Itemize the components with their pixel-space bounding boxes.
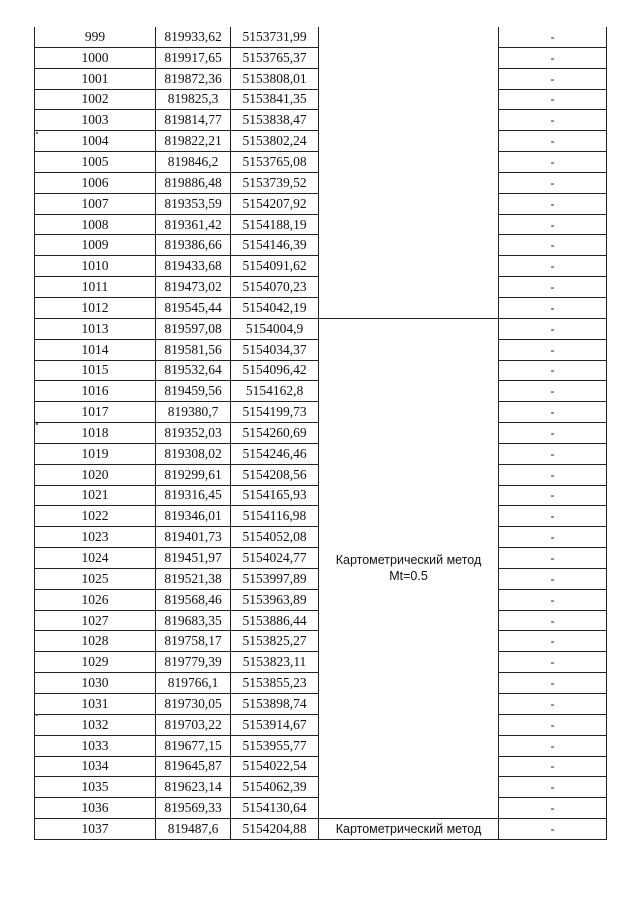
note-cell: - <box>499 27 607 47</box>
y-coordinate-cell: 5154260,69 <box>231 423 319 444</box>
x-coordinate-cell: 819353,59 <box>156 193 231 214</box>
note-cell: - <box>499 47 607 68</box>
y-coordinate-cell: 5153855,23 <box>231 673 319 694</box>
x-coordinate-cell: 819886,48 <box>156 172 231 193</box>
y-coordinate-cell: 5153898,74 <box>231 694 319 715</box>
point-number-cell: 1006 <box>35 172 156 193</box>
point-number-cell: 1007 <box>35 193 156 214</box>
note-cell: - <box>499 318 607 339</box>
point-number-cell: 1033 <box>35 735 156 756</box>
y-coordinate-cell: 5154204,88 <box>231 819 319 840</box>
point-number-cell: 1031 <box>35 694 156 715</box>
y-coordinate-cell: 5153825,27 <box>231 631 319 652</box>
point-number-cell: 1010 <box>35 256 156 277</box>
point-number-cell: 1032 <box>35 714 156 735</box>
note-cell: - <box>499 381 607 402</box>
point-number-cell: 1000 <box>35 47 156 68</box>
note-cell: - <box>499 131 607 152</box>
y-coordinate-cell: 5153823,11 <box>231 652 319 673</box>
note-cell: - <box>499 714 607 735</box>
point-number-cell: 1008 <box>35 214 156 235</box>
x-coordinate-cell: 819401,73 <box>156 527 231 548</box>
point-number-cell: 1015 <box>35 360 156 381</box>
y-coordinate-cell: 5154042,19 <box>231 297 319 318</box>
y-coordinate-cell: 5154070,23 <box>231 277 319 298</box>
note-cell: - <box>499 214 607 235</box>
point-number-cell: 1014 <box>35 339 156 360</box>
point-number-cell: 1009 <box>35 235 156 256</box>
y-coordinate-cell: 5153765,08 <box>231 152 319 173</box>
note-cell: - <box>499 277 607 298</box>
x-coordinate-cell: 819872,36 <box>156 68 231 89</box>
note-cell: - <box>499 339 607 360</box>
point-number-cell: 1030 <box>35 673 156 694</box>
note-cell: - <box>499 506 607 527</box>
point-number-cell: 1026 <box>35 589 156 610</box>
note-cell: - <box>499 673 607 694</box>
note-cell: - <box>499 631 607 652</box>
point-number-cell: 1034 <box>35 756 156 777</box>
note-cell: - <box>499 735 607 756</box>
y-coordinate-cell: 5154146,39 <box>231 235 319 256</box>
x-coordinate-cell: 819822,21 <box>156 131 231 152</box>
x-coordinate-cell: 819917,65 <box>156 47 231 68</box>
point-number-cell: 1012 <box>35 297 156 318</box>
table-row <box>35 819 607 840</box>
point-number-cell: 1021 <box>35 485 156 506</box>
note-cell: - <box>499 589 607 610</box>
x-coordinate-cell: 819361,42 <box>156 214 231 235</box>
point-number-cell: 1022 <box>35 506 156 527</box>
y-coordinate-cell: 5154052,08 <box>231 527 319 548</box>
y-coordinate-cell: 5153955,77 <box>231 735 319 756</box>
x-coordinate-cell: 819386,66 <box>156 235 231 256</box>
y-coordinate-cell: 5153997,89 <box>231 568 319 589</box>
x-coordinate-cell: 819677,15 <box>156 735 231 756</box>
method-cell <box>319 318 499 818</box>
note-cell: - <box>499 756 607 777</box>
y-coordinate-cell: 5154096,42 <box>231 360 319 381</box>
x-coordinate-cell: 819521,38 <box>156 568 231 589</box>
point-number-cell: 1013 <box>35 318 156 339</box>
point-number-cell: 1017 <box>35 402 156 423</box>
note-cell: - <box>499 548 607 569</box>
note-cell: - <box>499 443 607 464</box>
note-cell: - <box>499 360 607 381</box>
point-number-cell: 1028 <box>35 631 156 652</box>
y-coordinate-cell: 5154024,77 <box>231 548 319 569</box>
method-accuracy: Mt=0.5 <box>389 569 428 584</box>
y-coordinate-cell: 5154246,46 <box>231 443 319 464</box>
x-coordinate-cell: 819779,39 <box>156 652 231 673</box>
note-cell: - <box>499 610 607 631</box>
x-coordinate-cell: 819433,68 <box>156 256 231 277</box>
table-row <box>35 27 607 47</box>
note-cell: - <box>499 423 607 444</box>
y-coordinate-cell: 5153739,52 <box>231 172 319 193</box>
x-coordinate-cell: 819569,33 <box>156 798 231 819</box>
note-cell: - <box>499 193 607 214</box>
y-coordinate-cell: 5154165,93 <box>231 485 319 506</box>
x-coordinate-cell: 819568,46 <box>156 589 231 610</box>
point-number-cell: 1005 <box>35 152 156 173</box>
method-name: Картометрический метод <box>335 553 482 568</box>
note-cell: - <box>499 297 607 318</box>
point-number-cell: 1001 <box>35 68 156 89</box>
y-coordinate-cell: 5154208,56 <box>231 464 319 485</box>
x-coordinate-cell: 819933,62 <box>156 27 231 47</box>
note-cell: - <box>499 777 607 798</box>
point-number-cell: 1027 <box>35 610 156 631</box>
coordinates-table <box>34 27 607 840</box>
x-coordinate-cell: 819645,87 <box>156 756 231 777</box>
point-number-cell: 1036 <box>35 798 156 819</box>
x-coordinate-cell: 819352,03 <box>156 423 231 444</box>
note-cell: - <box>499 256 607 277</box>
point-number-cell: 1023 <box>35 527 156 548</box>
point-number-cell: 1019 <box>35 443 156 464</box>
y-coordinate-cell: 5153765,37 <box>231 47 319 68</box>
x-coordinate-cell: 819451,97 <box>156 548 231 569</box>
x-coordinate-cell: 819703,22 <box>156 714 231 735</box>
note-cell: - <box>499 89 607 110</box>
note-cell: - <box>499 235 607 256</box>
y-coordinate-cell: 5154188,19 <box>231 214 319 235</box>
coordinates-table-body <box>35 27 607 839</box>
note-cell: - <box>499 152 607 173</box>
x-coordinate-cell: 819597,08 <box>156 318 231 339</box>
x-coordinate-cell: 819380,7 <box>156 402 231 423</box>
x-coordinate-cell: 819846,2 <box>156 152 231 173</box>
note-cell: - <box>499 568 607 589</box>
x-coordinate-cell: 819308,02 <box>156 443 231 464</box>
x-coordinate-cell: 819825,3 <box>156 89 231 110</box>
x-coordinate-cell: 819545,44 <box>156 297 231 318</box>
note-cell: - <box>499 819 607 840</box>
y-coordinate-cell: 5154022,54 <box>231 756 319 777</box>
note-cell: - <box>499 485 607 506</box>
point-number-cell: 1018 <box>35 423 156 444</box>
point-number-cell: 1025 <box>35 568 156 589</box>
point-number-cell: 1003 <box>35 110 156 131</box>
y-coordinate-cell: 5154004,9 <box>231 318 319 339</box>
note-cell: - <box>499 652 607 673</box>
x-coordinate-cell: 819473,02 <box>156 277 231 298</box>
y-coordinate-cell: 5153838,47 <box>231 110 319 131</box>
y-coordinate-cell: 5153963,89 <box>231 589 319 610</box>
note-cell: - <box>499 110 607 131</box>
x-coordinate-cell: 819623,14 <box>156 777 231 798</box>
point-number-cell: 1029 <box>35 652 156 673</box>
point-number-cell: 1037 <box>35 819 156 840</box>
point-number-cell: 1011 <box>35 277 156 298</box>
x-coordinate-cell: 819581,56 <box>156 339 231 360</box>
note-cell: - <box>499 68 607 89</box>
note-cell: - <box>499 402 607 423</box>
y-coordinate-cell: 5153802,24 <box>231 131 319 152</box>
x-coordinate-cell: 819459,56 <box>156 381 231 402</box>
point-number-cell: 1020 <box>35 464 156 485</box>
y-coordinate-cell: 5154062,39 <box>231 777 319 798</box>
note-cell: - <box>499 694 607 715</box>
scan-speck <box>36 423 38 425</box>
point-number-cell: 1002 <box>35 89 156 110</box>
x-coordinate-cell: 819346,01 <box>156 506 231 527</box>
y-coordinate-cell: 5153886,44 <box>231 610 319 631</box>
y-coordinate-cell: 5154199,73 <box>231 402 319 423</box>
x-coordinate-cell: 819532,64 <box>156 360 231 381</box>
scan-speck <box>36 132 38 134</box>
method-cell-empty <box>319 27 499 318</box>
note-cell: - <box>499 172 607 193</box>
y-coordinate-cell: 5154034,37 <box>231 339 319 360</box>
y-coordinate-cell: 5154116,98 <box>231 506 319 527</box>
y-coordinate-cell: 5153841,35 <box>231 89 319 110</box>
x-coordinate-cell: 819487,6 <box>156 819 231 840</box>
y-coordinate-cell: 5153914,67 <box>231 714 319 735</box>
point-number-cell: 1024 <box>35 548 156 569</box>
y-coordinate-cell: 5154091,62 <box>231 256 319 277</box>
method-cell-last: Картометрический метод <box>319 819 499 840</box>
note-cell: - <box>499 464 607 485</box>
table-row <box>35 318 607 339</box>
x-coordinate-cell: 819758,17 <box>156 631 231 652</box>
note-cell: - <box>499 527 607 548</box>
y-coordinate-cell: 5153731,99 <box>231 27 319 47</box>
point-number-cell: 1035 <box>35 777 156 798</box>
x-coordinate-cell: 819730,05 <box>156 694 231 715</box>
x-coordinate-cell: 819814,77 <box>156 110 231 131</box>
note-cell: - <box>499 798 607 819</box>
y-coordinate-cell: 5153808,01 <box>231 68 319 89</box>
scan-speck <box>36 714 38 716</box>
coordinates-table-page <box>34 27 606 840</box>
x-coordinate-cell: 819316,45 <box>156 485 231 506</box>
point-number-cell: 1016 <box>35 381 156 402</box>
point-number-cell: 1004 <box>35 131 156 152</box>
x-coordinate-cell: 819683,35 <box>156 610 231 631</box>
x-coordinate-cell: 819299,61 <box>156 464 231 485</box>
y-coordinate-cell: 5154162,8 <box>231 381 319 402</box>
x-coordinate-cell: 819766,1 <box>156 673 231 694</box>
y-coordinate-cell: 5154130,64 <box>231 798 319 819</box>
y-coordinate-cell: 5154207,92 <box>231 193 319 214</box>
point-number-cell: 999 <box>35 27 156 47</box>
